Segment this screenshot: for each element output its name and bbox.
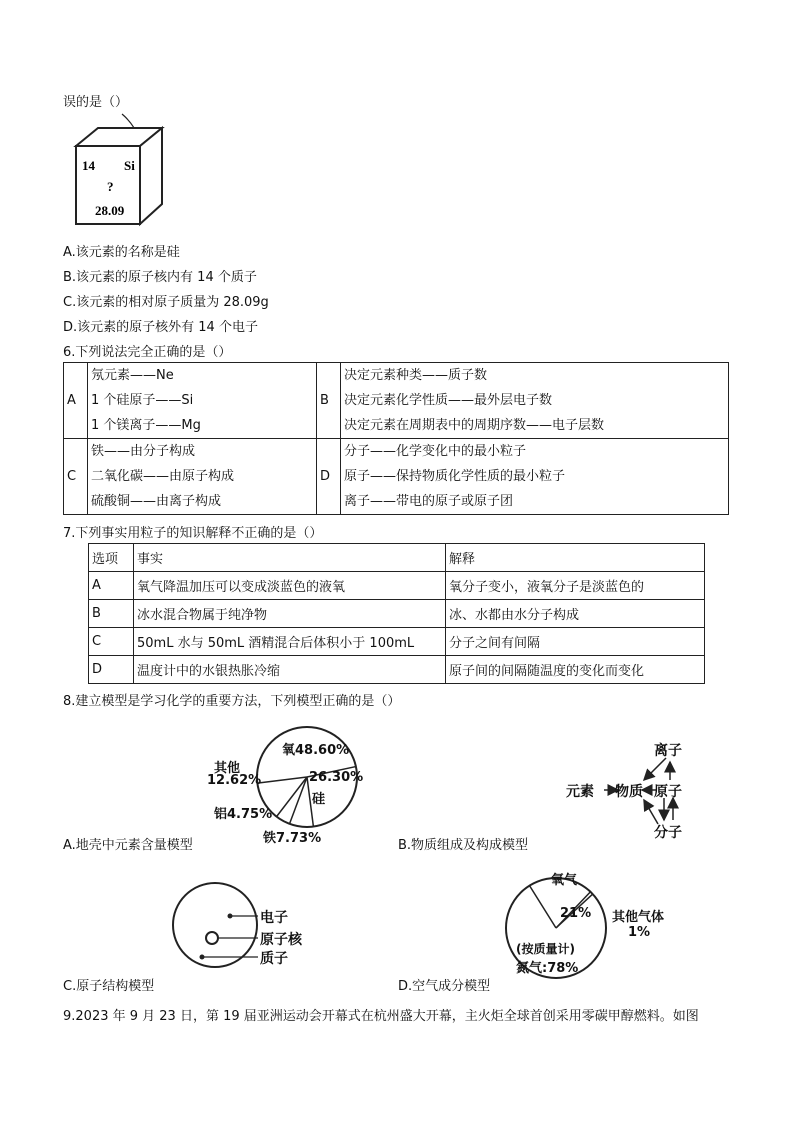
q7-cell: 温度计中的水银热胀冷缩 [134, 656, 446, 684]
tile-symbol: Si [124, 158, 135, 173]
q7-cell: C [89, 628, 134, 656]
q8-caption-a: A.地壳中元素含量模型 [63, 838, 193, 853]
crust-label-si-val: 26.30% [309, 770, 364, 785]
air-label-n2: 氮气:78% [516, 961, 579, 976]
tile-mass: 28.09 [95, 203, 125, 218]
table-row [89, 656, 705, 684]
atom-structure-diagram [170, 870, 260, 980]
q6-d-line: 原子——保持物质化学性质的最小粒子 [344, 469, 566, 484]
tile-name: ? [107, 179, 114, 194]
pie-slice-氧气 [530, 886, 556, 928]
q8-caption-c: C.原子结构模型 [63, 979, 155, 994]
table-row [89, 572, 705, 600]
q8-stem: 8.建立模型是学习化学的重要方法，下列模型正确的是（） [63, 694, 401, 709]
pie-slice-铝 [290, 777, 307, 824]
q6-label-c: C [64, 439, 88, 515]
q7-cell: 冰、水都由水分子构成 [446, 600, 705, 628]
q5-stem-tail: 误的是（） [63, 95, 129, 110]
q8-caption-b: B.物质组成及构成模型 [398, 838, 529, 853]
q7-stem: 7.下列事实用粒子的知识解释不正确的是（） [63, 526, 323, 541]
q6-cell-d [341, 439, 729, 515]
q6-cell-b [341, 363, 729, 439]
atom-proton: 质子 [260, 951, 288, 967]
table-row [89, 628, 705, 656]
crust-label-other-val: 12.62% [207, 773, 262, 788]
q6-label-d: D [317, 439, 341, 515]
q5-option-a: A.该元素的名称是硅 [63, 245, 180, 260]
q5-option-c: C.该元素的相对原子质量为 28.09g [63, 295, 269, 310]
q7-cell: 50mL 水与 50mL 酒精混合后体积小于 100mL [134, 628, 446, 656]
q6-a-line: 氖元素——Ne [91, 368, 174, 383]
atom-electron: 电子 [260, 910, 288, 926]
atom-nucleus: 原子核 [260, 932, 302, 948]
table-row [64, 363, 729, 439]
table-row [89, 544, 705, 572]
tile-number: 14 [82, 158, 95, 173]
q6-c-line: 铁——由分子构成 [91, 444, 196, 459]
q6-c-line: 硫酸铜——由离子构成 [91, 494, 222, 509]
air-label-basis: (按质量计) [516, 942, 575, 956]
crust-label-si-name: 硅 [312, 792, 326, 807]
q7-header-fact: 事实 [134, 544, 446, 572]
crust-label-fe: 铁7.73% [263, 831, 322, 846]
q7-header-option: 选项 [89, 544, 134, 572]
air-label-other-name: 其他气体 [612, 910, 665, 925]
q6-table [63, 362, 729, 515]
q7-cell: 氧气降温加压可以变成淡蓝色的液氧 [134, 572, 446, 600]
element-tile-figure [70, 110, 170, 230]
q7-cell: D [89, 656, 134, 684]
q6-stem: 6.下列说法完全正确的是（） [63, 345, 232, 360]
comp-molecule: 分子 [654, 825, 682, 841]
q6-b-line: 决定元素种类——质子数 [344, 368, 488, 383]
crust-label-al: 铝4.75% [214, 807, 273, 822]
q9-text: 9.2023 年 9 月 23 日，第 19 届亚洲运动会开幕式在杭州盛大开幕，主火炬全球首创采用零碳甲醇燃料。如图 [63, 1009, 699, 1024]
q8-caption-d: D.空气成分模型 [398, 979, 491, 994]
q7-table [88, 543, 705, 684]
q6-b-line: 决定元素化学性质——最外层电子数 [344, 393, 553, 408]
q7-header-explain: 解释 [446, 544, 705, 572]
air-label-other-val: 1% [628, 925, 651, 940]
crust-label-other-name: 其他 [214, 761, 241, 776]
comp-substance: 物质 [615, 784, 643, 800]
table-row [89, 600, 705, 628]
q5-option-b: B.该元素的原子核内有 14 个质子 [63, 270, 257, 285]
q6-b-line: 决定元素在周期表中的周期序数——电子层数 [344, 418, 605, 433]
q6-cell-a [88, 363, 317, 439]
q7-cell: 冰水混合物属于纯净物 [134, 600, 446, 628]
q6-cell-c [88, 439, 317, 515]
q6-a-line: 1 个镁离子——Mg [91, 418, 201, 433]
q6-c-line: 二氧化碳——由原子构成 [91, 469, 235, 484]
crust-label-o: 氧48.60% [282, 743, 350, 758]
q7-cell: 原子间的间隔随温度的变化而变化 [446, 656, 705, 684]
comp-ion: 离子 [654, 743, 682, 759]
comp-atom: 原子 [654, 784, 682, 800]
air-label-o2-val: 21% [560, 906, 592, 921]
q6-a-line: 1 个硅原子——Si [91, 393, 194, 408]
q7-cell: B [89, 600, 134, 628]
comp-element: 元素 [566, 784, 594, 800]
q7-cell: A [89, 572, 134, 600]
q6-d-line: 离子——带电的原子或原子团 [344, 494, 514, 509]
pie-slice-其他 [277, 777, 307, 817]
air-label-o2-name: 氧气 [551, 873, 578, 888]
q5-option-d: D.该元素的原子核外有 14 个电子 [63, 320, 258, 335]
q6-label-a: A [64, 363, 88, 439]
q6-d-line: 分子——化学变化中的最小粒子 [344, 444, 527, 459]
q7-cell: 分子之间有间隔 [446, 628, 705, 656]
q7-cell: 氧分子变小，液氧分子是淡蓝色的 [446, 572, 705, 600]
q6-label-b: B [317, 363, 341, 439]
pie-slice-氧 [257, 777, 307, 783]
table-row [64, 439, 729, 515]
